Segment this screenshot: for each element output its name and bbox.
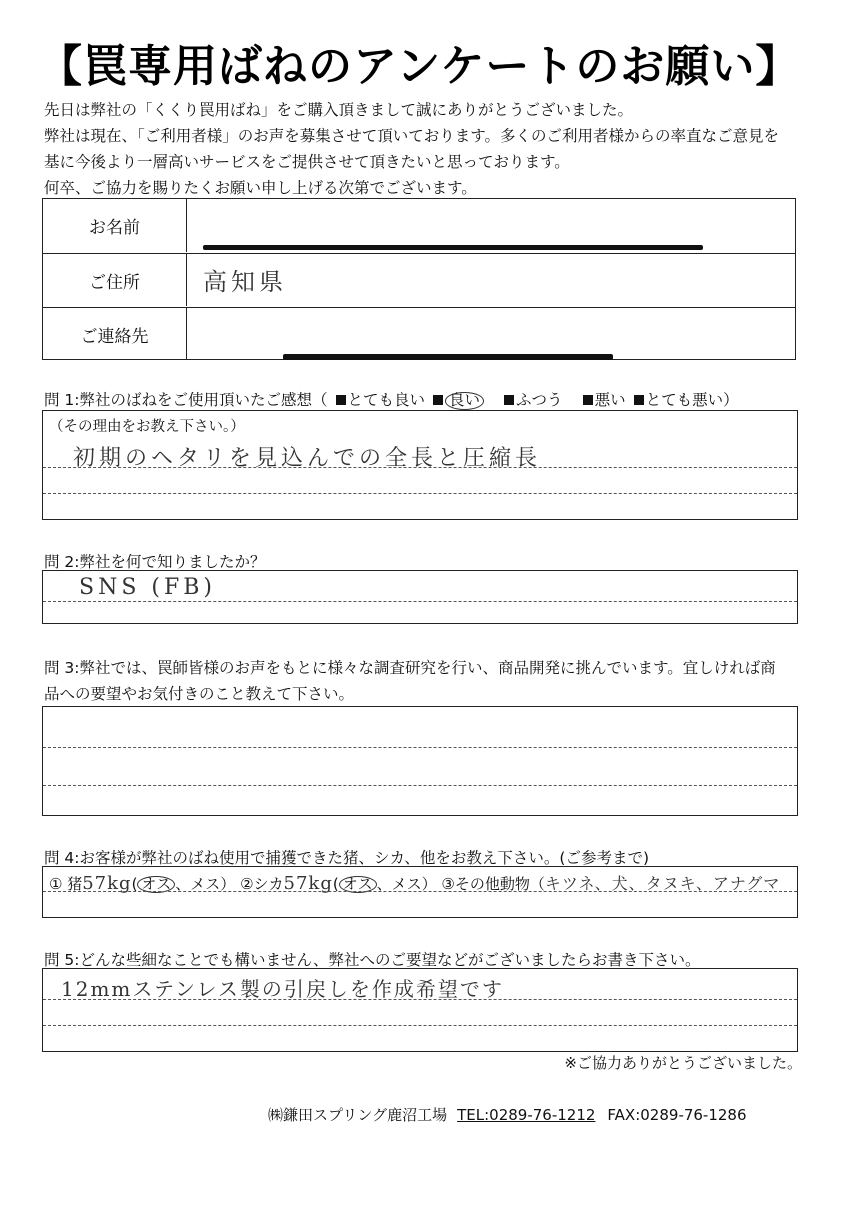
checkbox-icon bbox=[504, 395, 514, 405]
question-1-text: 問 1:弊社のばねをご使用頂いたご感想（ bbox=[44, 391, 328, 409]
question-4: 問 4:お客様が弊社のばね使用で捕獲できた猪、シカ、他をお教え下さい。(ご参考まで) bbox=[44, 849, 649, 867]
question-2-answer-box bbox=[42, 570, 798, 624]
question-2-answer: SNS (FB) bbox=[79, 575, 216, 600]
address-label: ご住所 bbox=[43, 254, 187, 306]
address-value: 高知県 bbox=[203, 268, 287, 296]
intro-line-2: 弊社は現在、「ご利用者様」のお声を募集させて頂いております。多くのご利用者様からの率直なご意見を bbox=[44, 127, 780, 145]
deer-weight: 57kg bbox=[283, 873, 333, 894]
intro-line-4: 何卒、ご協力を賜りたくお願い申し上げる次第でございます。 bbox=[44, 179, 477, 197]
option-very-good: とても良い bbox=[347, 391, 426, 409]
deer-male-selected: オス bbox=[339, 876, 377, 893]
option-normal: ふつう bbox=[516, 391, 563, 409]
dashed-line bbox=[43, 1025, 797, 1026]
question-5-answer: 12mmステンレス製の引戻しを作成希望です bbox=[61, 977, 504, 1001]
address-row bbox=[43, 253, 795, 306]
deer-female: 、メス） bbox=[376, 875, 437, 893]
intro-line-3: 基に今後より一層高いサービスをご提供させて頂きたいと思っております。 bbox=[44, 153, 570, 171]
question-5: 問 5:どんな些細なことでも構いません、弊社へのご要望などがございましたらお書き下さい。 bbox=[44, 951, 701, 969]
question-1-answer-box bbox=[42, 410, 798, 520]
deer-label: ②シカ bbox=[240, 875, 284, 893]
boar-weight: 57kg bbox=[82, 873, 132, 894]
other-animals-label: ③その他動物（ bbox=[441, 875, 545, 893]
company-name: ㈱鎌田スプリング鹿沼工場 bbox=[268, 1106, 448, 1124]
dashed-line bbox=[43, 601, 797, 602]
checkbox-icon bbox=[634, 395, 644, 405]
option-very-bad: とても悪い bbox=[645, 391, 724, 409]
dashed-line bbox=[43, 493, 797, 494]
question-1 bbox=[44, 388, 739, 410]
question-3-line-1: 問 3:弊社では、罠師皆様のお声をもとに様々な調査研究を行い、商品開発に挑んでいます。宜しければ商 bbox=[44, 659, 776, 677]
redaction-bar bbox=[203, 245, 703, 250]
question-4-answer-box bbox=[42, 866, 798, 918]
question-2: 問 2:弊社を何で知りましたか？ bbox=[44, 553, 266, 571]
reason-prompt: （その理由をお教え下さい。） bbox=[49, 419, 245, 435]
question-4-answer: ① 猪57kg( オス 、メス） ②シカ57kg( オス 、メス） ③その他動物（キツネ、犬、タヌキ、アナグマ bbox=[49, 873, 781, 894]
dashed-line bbox=[43, 999, 797, 1000]
checkbox-icon bbox=[336, 395, 346, 405]
dashed-line bbox=[43, 467, 797, 468]
contact-info-table bbox=[42, 198, 796, 360]
page-title: 【罠専用ばねのアンケートのお願い】 bbox=[38, 41, 801, 92]
question-3-line-2: 品への要望やお気付きのこと教えて下さい。 bbox=[44, 685, 355, 703]
question-3-answer-box bbox=[42, 706, 798, 816]
dashed-line bbox=[43, 747, 797, 748]
checkbox-icon bbox=[583, 395, 593, 405]
footer bbox=[268, 1104, 747, 1125]
dashed-line bbox=[43, 785, 797, 786]
contact-label: ご連絡先 bbox=[43, 308, 187, 360]
boar-male-selected: オス bbox=[137, 876, 175, 893]
contact-row bbox=[43, 307, 795, 360]
boar-female: 、メス） bbox=[175, 875, 236, 893]
question-1-answer: 初期のヘタリを見込んでの全長と圧縮長 bbox=[73, 446, 542, 471]
fax-number: FAX:0289-76-1286 bbox=[607, 1106, 747, 1124]
other-animals-value: キツネ、犬、タヌキ、アナグマ bbox=[544, 874, 781, 893]
dashed-line bbox=[43, 891, 797, 892]
thanks-note: ※ご協力ありがとうございました。 bbox=[564, 1054, 802, 1072]
option-good-selected: 良い bbox=[445, 392, 484, 410]
intro-line-1: 先日は弊社の「くくり罠用ばね」をご購入頂きまして誠にありがとうございました。 bbox=[44, 101, 634, 119]
name-row bbox=[43, 199, 795, 252]
name-label: お名前 bbox=[43, 199, 187, 252]
question-5-answer-box bbox=[42, 968, 798, 1052]
question-1-close: ） bbox=[723, 391, 739, 409]
option-bad: 悪い bbox=[594, 391, 626, 409]
phone-number: TEL:0289-76-1212 bbox=[457, 1106, 596, 1124]
checkbox-icon bbox=[433, 395, 443, 405]
boar-label: ① 猪 bbox=[49, 875, 83, 893]
redaction-bar bbox=[283, 354, 613, 360]
